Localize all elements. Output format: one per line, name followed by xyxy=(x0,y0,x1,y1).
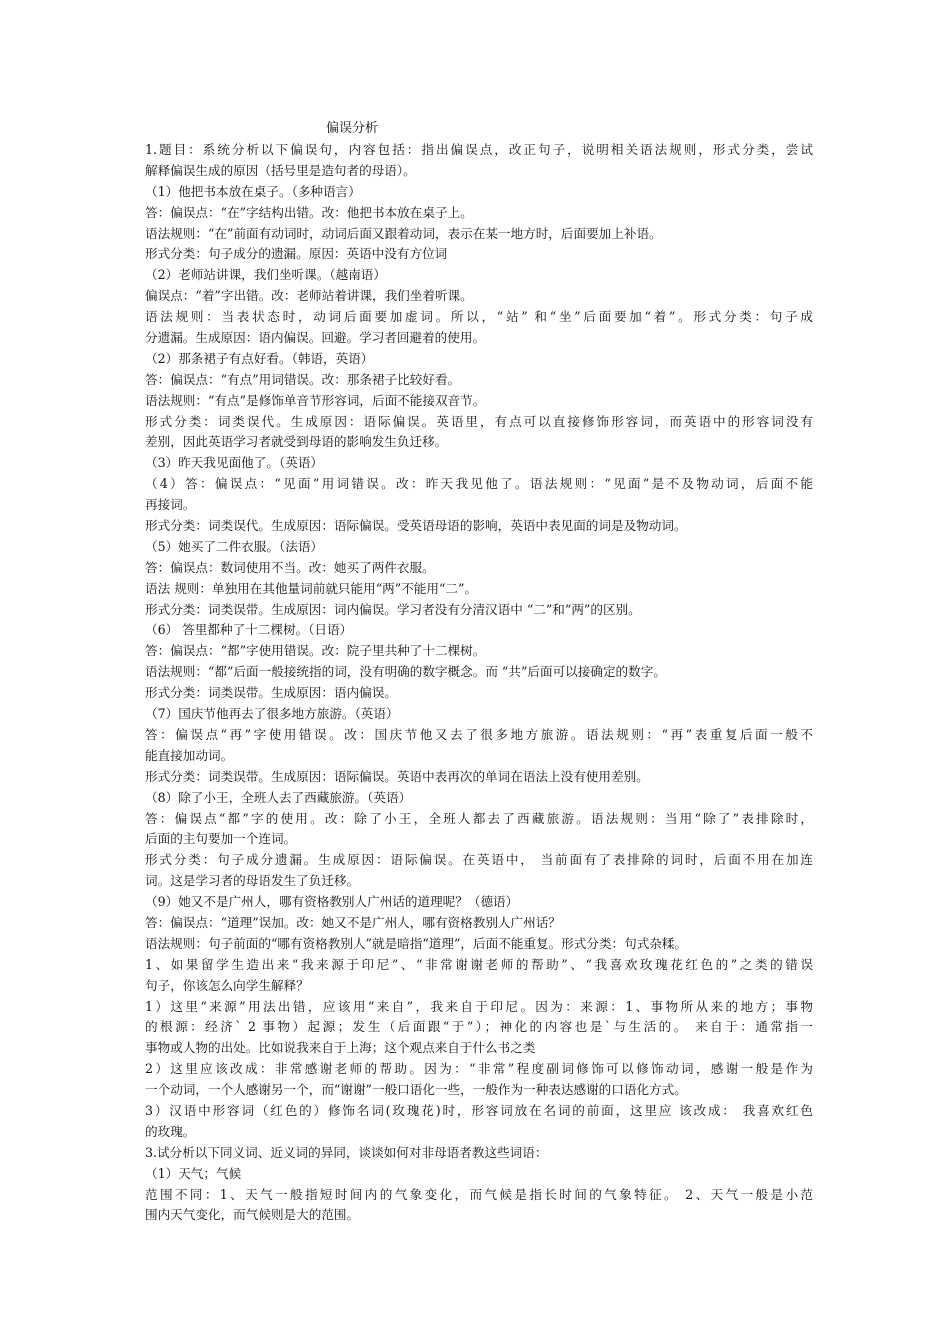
text-line: 答：偏误点：“道理”误加。改：她又不是广州人，哪有资格教别人广州话？ xyxy=(145,914,561,930)
text-line: 答：偏误点：“有点”用词错误。改：那条裙子比较好看。 xyxy=(145,371,461,387)
text-line: 的根源：经济` 2 事物）起源；发生（后面跟“于”）；神化的内容也是`与生活的。 来自于：通常指一 xyxy=(145,1019,813,1035)
text-line: 答：偏误点：“在”字结构出错。改：他把书本放在桌子上。 xyxy=(145,204,473,220)
text-line: 语法规则：句子前面的“哪有资格教别人”就是暗指“道理”，后面不能重复。形式分类：句式杂糅。 xyxy=(145,935,688,951)
text-line: （9）她又不是广州人，哪有资格教别人广州话的道理呢？（德语） xyxy=(145,894,519,910)
text-line: 形式分类：词类误代。生成原因：语际偏误。英语里，有点可以直接修饰形容词，而英语中的形容词没有 xyxy=(145,413,813,429)
text-line: （4）答：偏误点：“见面”用词错误。改：昨天我见他了。语法规则：“见面”是不及物动词，后面不能 xyxy=(145,476,813,492)
document-title: 偏误分析 xyxy=(326,121,379,136)
text-line: 围内天气变化，而气候则是大的范围。 xyxy=(145,1207,360,1223)
text-line: 答：偏误点“再”字使用错误。改：国庆节他又去了很多地方旅游。语法规则：“再”表重复后面一般不 xyxy=(145,726,813,742)
text-line: 的玫瑰。 xyxy=(145,1123,196,1139)
text-line: 1.题目：系统分析以下偏误句，内容包括：指出偏误点，改正句子，说明相关语法规则，形式分类，尝试 xyxy=(145,142,813,157)
text-line: 2）这里应该改成：非常感谢老师的帮助。因为：“非常”程度副词修饰可以修饰动词，感谢一般是作为 xyxy=(145,1061,813,1077)
text-line: 3）汉语中形容词（红色的）修饰名词(玫瑰花)时，形容词放在名词的前面，这里应 该改成： 我喜欢红色 xyxy=(145,1102,813,1118)
text-line: 解释偏误生成的原因（括号里是造句者的母语）。 xyxy=(145,162,416,178)
text-line: （1）他把书本放在桌子。（多种语言） xyxy=(145,183,361,199)
text-line: 语法规则：“有点”是修饰单音节形容词，后面不能接双音节。 xyxy=(145,392,486,408)
text-line: （1）天气；气候 xyxy=(145,1165,242,1181)
text-line: 形式分类：句子成分的遗漏。原因：英语中没有方位词 xyxy=(145,246,448,262)
text-line: 语法规则：“在”前面有动词时，动词后面又跟着动词，表示在某一地方时，后面要加上补语。 xyxy=(145,225,662,241)
text-line: 1、如果留学生造出来“我来源于印尼”、“非常谢谢老师的帮助”、“我喜欢玫瑰花红色的”之类的错误 xyxy=(145,956,813,972)
text-line: 形式分类：词类误代。生成原因：语际偏误。受英语母语的影响，英语中表见面的词是及物动词。 xyxy=(145,518,687,534)
text-line: 形式分类：词类误带。生成原因：语内偏误。 xyxy=(145,685,397,701)
text-line: 事物或人物的出处。比如说我来自于上海；这个观点来自于什么书之类 xyxy=(145,1040,536,1056)
text-line: 形式分类：词类误带。生成原因：词内偏误。学习者没有分清汉语中 “二”和“两”的区别。 xyxy=(145,601,641,617)
text-line: （8）除了小王，全班人去了西藏旅游。（英语） xyxy=(145,789,412,805)
text-line: （2）老师站讲课，我们坐听课。（越南语） xyxy=(145,267,386,283)
text-line: 一个动词，一个人感谢另一个，而“谢谢”一般口语化一些，一般作为一种表达感谢的口语化方式。 xyxy=(145,1082,687,1098)
text-line: （3）昨天我见面他了。（英语） xyxy=(145,455,324,471)
text-line: 形式分类：词类误带。生成原因：语际偏误。英语中表再次的单词在语法上没有使用差别。 xyxy=(145,768,649,784)
text-line: 词。这是学习者的母语发生了负迁移。 xyxy=(145,873,360,889)
text-line: 句子，你该怎么向学生解释？ xyxy=(145,977,309,993)
text-line: 答：偏误点：数词使用不当。改：她买了两件衣服。 xyxy=(145,559,435,575)
text-line: （6） 答里都种了十二棵树。（日语） xyxy=(145,622,353,638)
text-line: 范围不同：1、天气一般指短时间内的气象变化，而气候是指长时间的气象特征。 2、天气一般是小范 xyxy=(145,1186,813,1202)
text-line: 语法规则：当表状态时，动词后面要加虚词。所以，“站” 和“坐”后面要加“着”。形式分类：句子成 xyxy=(145,309,813,325)
text-line: 后面的主句要加一个连词。 xyxy=(145,831,297,847)
text-line: 答：偏误点：“都”字使用错误。改：院子里共种了十二棵树。 xyxy=(145,643,486,659)
text-line: （5）她买了二件衣服。（法语） xyxy=(145,538,324,554)
text-line: 答：偏误点“都”字的使用。改：除了小王，全班人都去了西藏旅游。语法规则：当用“除了”表排除时， xyxy=(145,810,813,826)
text-line: 再接词。 xyxy=(145,497,196,513)
text-line: （7）国庆节他再去了很多地方旅游。（英语） xyxy=(145,706,399,722)
text-line: 3.试分析以下同义词、近义词的异同，谈谈如何对非母语者教这些词语： xyxy=(145,1144,548,1160)
text-line: 差别，因此英语学习者就受到母语的影响发生负迁移。 xyxy=(145,434,448,450)
text-line: （2）那条裙子有点好看。（韩语，英语） xyxy=(145,350,374,366)
document-body xyxy=(145,140,813,1226)
text-line: 偏误点：“着”字出错。改：老师站着讲课，我们坐着听课。 xyxy=(145,288,473,304)
text-line: 分遗漏。生成原因：语内偏误。回避。学习者回避着的使用。 xyxy=(145,330,486,346)
text-line: 1）这里“来源”用法出错，应该用“来自”，我来自于印尼。因为：来源：1、事物所从来的地方；事物 xyxy=(145,998,813,1014)
text-line: 形式分类：句子成分遗漏。生成原因：语际偏误。在英语中， 当前面有了表排除的词时，后面不用在加连 xyxy=(145,852,813,868)
text-line: 语法 规则：单独用在其他量词前就只能用“两”不能用“二”。 xyxy=(145,580,478,596)
text-line: 语法规则：“都”后面一般接统指的词，没有明确的数字概念。而 “共”后面可以接确定的数字。 xyxy=(145,664,666,680)
text-line: 能直接加动词。 xyxy=(145,747,234,763)
